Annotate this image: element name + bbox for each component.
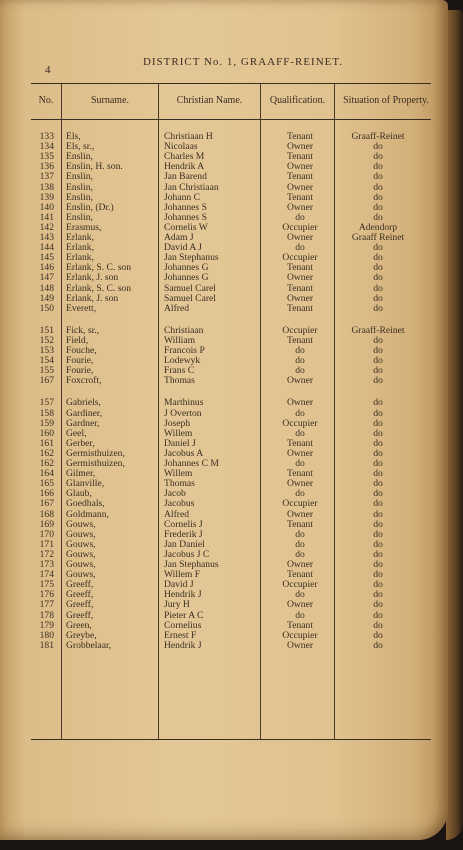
row-surname: Enslin,	[66, 191, 93, 203]
table-row	[0, 172, 448, 182]
row-christian-name: Hendrik A	[164, 161, 205, 173]
row-surname: Fouche,	[66, 345, 97, 356]
row-surname: Everett,	[66, 302, 97, 314]
row-situation: do	[373, 599, 383, 611]
row-qualification: Owner	[286, 201, 314, 213]
row-qualification: Tenant	[287, 151, 313, 163]
row-situation: do	[373, 262, 383, 274]
row-number: 167	[39, 498, 54, 510]
row-surname: Greeff,	[66, 579, 94, 591]
row-christian-name: Jacob	[164, 488, 186, 500]
row-situation: do	[373, 345, 383, 356]
row-qualification: do	[295, 488, 305, 500]
row-christian-name: Jacobus	[164, 498, 195, 510]
row-qualification: do	[295, 548, 305, 560]
row-surname: Goldmann,	[66, 508, 109, 520]
row-number: 148	[39, 282, 54, 294]
row-number: 144	[39, 242, 54, 254]
row-qualification: do	[295, 589, 305, 601]
column-header-christian-name: Christian Name.	[176, 95, 243, 106]
row-number: 167	[39, 375, 54, 387]
row-surname: Gerber,	[66, 437, 95, 449]
row-number: 170	[39, 528, 54, 540]
table-bottom-rule	[31, 739, 431, 740]
row-surname: Els,	[66, 131, 81, 142]
row-number: 139	[39, 191, 54, 203]
row-qualification: do	[295, 407, 305, 419]
row-situation: do	[373, 569, 383, 581]
row-situation: do	[373, 538, 383, 550]
row-situation: do	[373, 609, 383, 621]
row-situation: do	[373, 365, 383, 377]
row-surname: Gouws,	[66, 538, 96, 550]
row-number: 173	[39, 559, 54, 570]
row-qualification: Owner	[286, 292, 314, 304]
row-christian-name: Cornelis J	[164, 518, 203, 530]
row-surname: Gabriels,	[66, 397, 101, 409]
row-surname: Field,	[66, 334, 89, 346]
row-number: 141	[39, 211, 54, 223]
row-christian-name: Samuel Carel	[164, 282, 216, 294]
row-qualification: do	[295, 609, 305, 621]
row-situation: do	[373, 508, 383, 520]
row-situation: do	[373, 242, 383, 254]
row-number: 157	[39, 397, 54, 409]
row-christian-name: Christiaan H	[164, 131, 213, 142]
row-surname: Gouws,	[66, 548, 96, 560]
row-christian-name: Cornelis W	[164, 221, 208, 233]
row-surname: Els, sr.,	[66, 141, 95, 153]
row-surname: Gilmer,	[66, 468, 96, 480]
row-number: 146	[39, 262, 54, 274]
row-christian-name: Johannes S	[164, 211, 207, 223]
row-surname: Erlank, J. son	[66, 292, 119, 304]
header-bottom-rule	[31, 119, 431, 120]
row-christian-name: Charles M	[164, 151, 205, 163]
row-number: 145	[39, 252, 54, 264]
row-situation: do	[373, 619, 383, 631]
row-situation: do	[373, 302, 383, 314]
row-christian-name: Frans C	[164, 365, 195, 377]
row-situation: do	[373, 375, 383, 387]
row-surname: Foxcroft,	[66, 375, 102, 387]
row-qualification: Tenant	[287, 191, 313, 203]
row-surname: Erlank, J. son	[66, 272, 119, 284]
row-qualification: do	[295, 528, 305, 540]
row-surname: Erlank, S. C. son	[66, 282, 132, 294]
row-qualification: Owner	[286, 559, 314, 570]
row-qualification: do	[295, 345, 305, 356]
row-surname: Goedhals,	[66, 498, 105, 510]
row-situation: do	[373, 427, 383, 439]
row-qualification: Owner	[286, 639, 314, 651]
row-number: 161	[39, 437, 54, 449]
row-qualification: Occupier	[282, 417, 318, 429]
row-christian-name: Jan Daniel	[164, 538, 205, 550]
row-qualification: Occupier	[282, 498, 318, 510]
row-number: 152	[39, 334, 54, 346]
table-row	[0, 398, 448, 408]
row-situation: do	[373, 141, 383, 153]
row-surname: Green,	[66, 619, 92, 631]
row-qualification: Owner	[286, 141, 314, 153]
book-page-edge	[446, 10, 463, 840]
row-number: 158	[39, 407, 54, 419]
row-surname: Enslin,	[66, 211, 93, 223]
row-surname: Glanville,	[66, 478, 105, 490]
row-situation: do	[373, 292, 383, 304]
row-situation: do	[373, 252, 383, 264]
row-christian-name: Lodewyk	[164, 355, 201, 367]
row-surname: Germisthuizen,	[66, 458, 125, 469]
table-row	[0, 600, 448, 610]
row-qualification: do	[295, 242, 305, 254]
row-qualification: Owner	[286, 375, 314, 387]
row-qualification: Tenant	[287, 569, 313, 581]
row-surname: Greeff,	[66, 589, 94, 601]
row-number: 162	[39, 458, 54, 469]
row-christian-name: Hendrik J	[164, 639, 202, 651]
row-christian-name: William	[164, 334, 196, 346]
row-number: 147	[39, 272, 54, 284]
row-qualification: Tenant	[287, 468, 313, 480]
row-situation: do	[373, 447, 383, 459]
row-situation: do	[373, 437, 383, 449]
row-situation: do	[373, 282, 383, 294]
row-number: 181	[39, 639, 54, 651]
row-number: 142	[39, 221, 54, 233]
table-row	[0, 499, 448, 509]
row-situation: do	[373, 334, 383, 346]
row-qualification: do	[295, 355, 305, 367]
row-qualification: Occupier	[282, 324, 318, 336]
row-qualification: Tenant	[287, 262, 313, 274]
table-row	[0, 273, 448, 283]
row-surname: Enslin, (Dr.)	[66, 201, 114, 213]
row-situation: do	[373, 589, 383, 601]
row-christian-name: Jury H	[164, 599, 190, 611]
row-situation: Graaff-Reinet	[351, 324, 405, 336]
row-christian-name: Frederik J	[164, 528, 203, 540]
row-number: 137	[39, 171, 54, 183]
row-surname: Greeff,	[66, 609, 94, 621]
row-christian-name: Nicolaas	[164, 141, 198, 153]
row-christian-name: J Overton	[164, 407, 202, 419]
row-number: 154	[39, 355, 54, 367]
row-number: 175	[39, 579, 54, 591]
row-number: 179	[39, 619, 54, 631]
row-number: 165	[39, 478, 54, 490]
page-title: DISTRICT No. 1, GRAAFF-REINET.	[142, 56, 344, 68]
row-situation: do	[373, 211, 383, 223]
row-qualification: Tenant	[287, 619, 313, 631]
row-qualification: do	[295, 538, 305, 550]
row-number: 138	[39, 181, 54, 193]
row-situation: do	[373, 488, 383, 500]
row-surname: Erlank,	[66, 232, 94, 243]
row-christian-name: Jan Barend	[164, 171, 207, 183]
row-christian-name: Willem	[164, 427, 193, 439]
row-qualification: Owner	[286, 232, 314, 243]
row-surname: Gardiner,	[66, 407, 103, 419]
row-surname: Gouws,	[66, 518, 96, 530]
column-header-qualification: Qualification.	[269, 95, 326, 106]
row-qualification: Tenant	[287, 518, 313, 530]
row-qualification: Owner	[286, 447, 314, 459]
row-christian-name: Hendrik J	[164, 589, 202, 601]
row-situation: do	[373, 478, 383, 490]
row-surname: Geel,	[66, 427, 87, 439]
row-qualification: Occupier	[282, 252, 318, 264]
column-header-situation: Situation of Property.	[343, 95, 429, 106]
row-christian-name: David A J	[164, 242, 202, 254]
row-surname: Enslin,	[66, 181, 93, 193]
row-surname: Erlank,	[66, 252, 94, 264]
row-number: 149	[39, 292, 54, 304]
row-qualification: do	[295, 458, 305, 469]
row-christian-name: Johann C	[164, 191, 200, 203]
row-number: 155	[39, 365, 54, 377]
row-situation: do	[373, 191, 383, 203]
row-number: 162	[39, 447, 54, 459]
row-situation: do	[373, 579, 383, 591]
row-qualification: Occupier	[282, 579, 318, 591]
table-row	[0, 376, 448, 386]
row-surname: Erlank, S. C. son	[66, 262, 132, 274]
header-top-rule	[31, 83, 431, 84]
row-number: 134	[39, 141, 54, 153]
row-surname: Grobbelaar,	[66, 639, 112, 651]
row-situation: do	[373, 548, 383, 560]
row-christian-name: Jan Stephanus	[164, 559, 219, 570]
row-situation: do	[373, 559, 383, 570]
row-situation: do	[373, 498, 383, 510]
row-number: 150	[39, 302, 54, 314]
row-surname: Glaub,	[66, 488, 92, 500]
row-christian-name: Cornelius	[164, 619, 202, 631]
row-christian-name: Pieter A C	[164, 609, 204, 621]
row-qualification: do	[295, 211, 305, 223]
row-christian-name: Johannes C M	[164, 458, 219, 469]
row-number: 174	[39, 569, 54, 581]
row-number: 166	[39, 488, 54, 500]
row-surname: Fourie,	[66, 355, 94, 367]
row-situation: do	[373, 458, 383, 469]
row-surname: Fourie,	[66, 365, 94, 377]
row-christian-name: Ernest F	[164, 629, 197, 641]
column-header-no: No.	[38, 95, 54, 106]
row-christian-name: Marthinus	[164, 397, 204, 409]
row-number: 143	[39, 232, 54, 243]
row-qualification: Owner	[286, 181, 314, 193]
row-situation: do	[373, 181, 383, 193]
row-situation: do	[373, 397, 383, 409]
row-number: 177	[39, 599, 54, 611]
row-surname: Gardner,	[66, 417, 100, 429]
row-number: 133	[39, 131, 54, 142]
row-qualification: Tenant	[287, 334, 313, 346]
row-christian-name: Willem F	[164, 569, 201, 581]
row-number: 176	[39, 589, 54, 601]
row-situation: do	[373, 171, 383, 183]
row-situation: Graaff Reinet	[351, 232, 405, 243]
row-number: 178	[39, 609, 54, 621]
row-situation: do	[373, 272, 383, 284]
row-christian-name: Willem	[164, 468, 193, 480]
row-number: 180	[39, 629, 54, 641]
row-christian-name: Adam J	[164, 232, 194, 243]
row-surname: Germisthuizen,	[66, 447, 125, 459]
row-qualification: Owner	[286, 161, 314, 173]
row-qualification: do	[295, 365, 305, 377]
row-situation: do	[373, 629, 383, 641]
row-qualification: Tenant	[287, 302, 313, 314]
row-situation: do	[373, 639, 383, 651]
row-situation: Adendorp	[358, 221, 398, 233]
row-christian-name: Jacobus J C	[164, 548, 210, 560]
row-christian-name: Alfred	[164, 302, 190, 314]
row-christian-name: David J	[164, 579, 194, 591]
row-qualification: Owner	[286, 508, 314, 520]
column-header-surname: Surname.	[90, 95, 130, 106]
row-qualification: Owner	[286, 272, 314, 284]
row-number: 164	[39, 468, 54, 480]
row-surname: Erlank,	[66, 242, 94, 254]
row-number: 160	[39, 427, 54, 439]
row-situation: Graaff-Reinet	[351, 131, 405, 142]
row-number: 159	[39, 417, 54, 429]
row-situation: do	[373, 151, 383, 163]
row-christian-name: Thomas	[164, 375, 195, 387]
row-situation: do	[373, 201, 383, 213]
row-situation: do	[373, 407, 383, 419]
row-situation: do	[373, 468, 383, 480]
row-qualification: Tenant	[287, 282, 313, 294]
row-situation: do	[373, 528, 383, 540]
row-number: 135	[39, 151, 54, 163]
table-row	[0, 641, 448, 651]
row-qualification: Owner	[286, 599, 314, 611]
row-number: 172	[39, 548, 54, 560]
row-surname: Enslin, H. son.	[66, 161, 123, 173]
row-surname: Gouws,	[66, 559, 96, 570]
row-surname: Gouws,	[66, 528, 96, 540]
row-surname: Greeff,	[66, 599, 94, 611]
row-christian-name: Thomas	[164, 478, 195, 490]
row-situation: do	[373, 518, 383, 530]
row-qualification: Owner	[286, 397, 314, 409]
row-situation: do	[373, 417, 383, 429]
row-surname: Enslin,	[66, 151, 93, 163]
row-qualification: Tenant	[287, 171, 313, 183]
row-christian-name: Johannes G	[164, 272, 209, 284]
row-number: 171	[39, 538, 54, 550]
row-christian-name: Johannes S	[164, 201, 207, 213]
row-qualification: Tenant	[287, 131, 313, 142]
page-number: 4	[45, 64, 51, 76]
row-christian-name: Joseph	[164, 417, 191, 429]
row-christian-name: Samuel Carel	[164, 292, 216, 304]
row-number: 151	[39, 324, 54, 336]
row-qualification: Occupier	[282, 221, 318, 233]
row-number: 140	[39, 201, 54, 213]
row-qualification: do	[295, 427, 305, 439]
row-number: 153	[39, 345, 54, 356]
row-surname: Greybe,	[66, 629, 97, 641]
row-surname: Enslin,	[66, 171, 93, 183]
row-number: 168	[39, 508, 54, 520]
row-christian-name: Jan Stephanus	[164, 252, 219, 264]
row-situation: do	[373, 355, 383, 367]
row-qualification: Owner	[286, 478, 314, 490]
row-christian-name: Christiaan	[164, 324, 204, 336]
row-surname: Fick, sr.,	[66, 324, 100, 336]
row-surname: Gouws,	[66, 569, 96, 581]
row-christian-name: Daniel J	[164, 437, 196, 449]
row-christian-name: Alfred	[164, 508, 190, 520]
row-number: 169	[39, 518, 54, 530]
row-christian-name: Jacobus A	[164, 447, 204, 459]
row-christian-name: Francois P	[164, 345, 205, 356]
row-christian-name: Jan Christiaan	[164, 181, 219, 193]
row-christian-name: Johannes G	[164, 262, 209, 274]
row-number: 136	[39, 161, 54, 173]
row-situation: do	[373, 161, 383, 173]
row-qualification: Occupier	[282, 629, 318, 641]
row-qualification: Tenant	[287, 437, 313, 449]
row-surname: Erasmus,	[66, 221, 102, 233]
table-row	[0, 304, 448, 314]
